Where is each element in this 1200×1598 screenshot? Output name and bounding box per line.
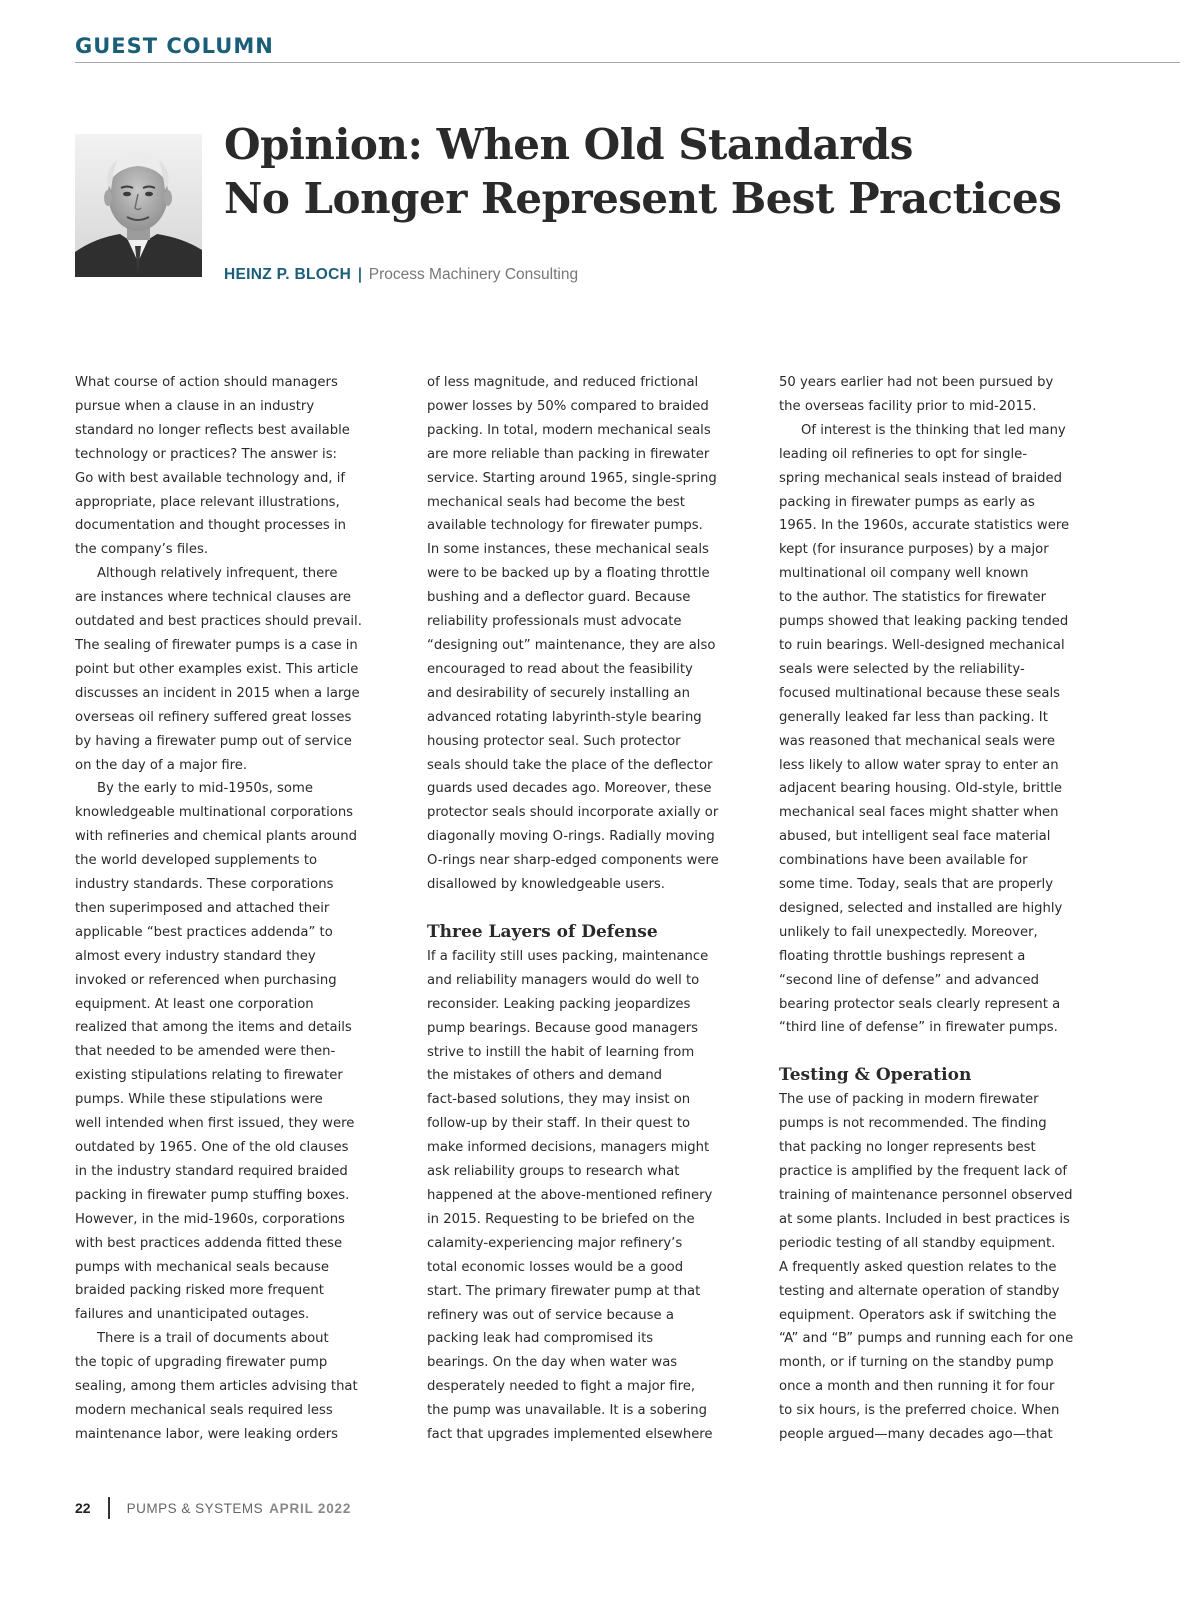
article-title-line-1: Opinion: When Old Standards	[224, 120, 913, 169]
publication-name: PUMPS & SYSTEMS	[126, 1500, 264, 1516]
section-label: GUEST COLUMN	[75, 34, 274, 58]
paragraph: The use of packing in modern firewater pumps is not recommended. The finding that packing no longer represents best practice is amplified by the frequent lack of training of maintenance personnel observed at some plants. Included in best practices is periodic testing of all standby equipment. A frequently asked question relates to the testing and alternate operation of standby equipment. Operators ask if switching the “A” and “B” pumps and running each for one month, or if turning on the standby pump once a month and then running it for four to six hours, is the preferred choice. When people argued—many decades ago—that	[779, 1092, 1074, 1443]
author-photo-graphic	[75, 134, 202, 277]
article-title	[224, 118, 1174, 226]
paragraph: 50 years earlier had not been pursued by the overseas facility prior to mid-2015.	[779, 375, 1054, 414]
byline	[224, 265, 578, 284]
paragraph: Of interest is the thinking that led many leading oil refineries to opt for single- spring mechanical seals instead of braided packing in firewater pumps as early as 1965. In the 1960s, accurate statistics were kept (for insurance purposes) by a major multinational oil company well known to the author. The statistics for firewater pumps showed that leaking packing tended to ruin bearings. Well-designed mechanical seals were selected by the reliability- focused multinational because these seals generally leaked far less than packing. It was reasoned that mechanical seals were less likely to allow water spray to enter an adjacent bearing housing. Old-style, brittle mechanical seal faces might shatter when abused, but intelligent seal face material combinations have been available for some time. Today, seals that are properly designed, selected and installed are highly unlikely to fail unexpectedly. Moreover, floating throttle bushings represent a “second line of defense” and advanced bearing protector seals clearly represent a “third line of defense” in firewater pumps.	[779, 422, 1070, 1036]
article-title-line-2: No Longer Represent Best Practices	[224, 174, 1062, 223]
paragraph: What course of action should managers pursue when a clause in an industry standard no longer reflects best available technology or practices? The answer is: Go with best available technology and, if appropriate, place relevant illustrations, documentation and thought processes in the company’s files.	[75, 375, 350, 558]
page-footer	[75, 1496, 351, 1520]
author-affiliation: Process Machinery Consulting	[368, 266, 579, 283]
issue-date: APRIL 2022	[269, 1500, 352, 1516]
paragraph: of less magnitude, and reduced frictional power losses by 50% compared to braided packing. In total, modern mechanical seals are more reliable than packing in firewater service. Starting around 1965, single-spring mechanical seals had become the best available technology for firewater pumps. In some instances, these mechanical seals were to be backed up by a floating throttle bushing and a deflector guard. Because reliability professionals must advocate “designing out” maintenance, they are also encouraged to read about the feasibility and desirability of securely installing an advanced rotating labyrinth-style bearing housing protector seal. Such protector seals should take the place of the deflector guards used decades ago. Moreover, these protector seals should incorporate axially or diagonally moving O-rings. Radially moving O-rings near sharp-edged components were disallowed by knowledgeable users.	[427, 375, 719, 893]
page-number: 22	[75, 1500, 91, 1516]
paragraph: Although relatively infrequent, there are instances where technical clauses are outdated and best practices should prevail. The sealing of firewater pumps is a case in point but other examples exist. This article discusses an incident in 2015 when a large overseas oil refinery suffered great losses by having a firewater pump out of service on the day of a major fire.	[75, 566, 362, 773]
paragraph: By the early to mid-1950s, some knowledgeable multinational corporations with refineries and chemical plants around the world developed supplements to industry standards. These corporations then superimposed and attached their applicable “best practices addenda” to almost every industry standard they invoked or referenced when purchasing equipment. At least one corporation realized that among the items and details that needed to be amended were then- existing stipulations relating to firewater pumps. While these stipulations were well intended when first issued, they were outdated by 1965. One of the old clauses in the industry standard required braided packing in firewater pump stuffing boxes. However, in the mid-1960s, corporations with best practices addenda fitted these pumps with mechanical seals because braided packing risked more frequent failures and unanticipated outages.	[75, 781, 357, 1323]
subheading-testing-and-operation: Testing & Operation	[779, 1065, 972, 1086]
header-divider	[75, 62, 1180, 63]
footer-divider	[108, 1497, 110, 1519]
author-name: HEINZ P. BLOCH	[224, 266, 352, 283]
author-portrait	[75, 134, 202, 277]
paragraph: If a facility still uses packing, maintenance and reliability managers would do well to reconsider. Leaking packing jeopardizes pump bearings. Because good managers strive to instill the habit of learning from the mistakes of others and demand fact-based solutions, they may insist on follow-up by their staff. In their quest to make informed decisions, managers might ask reliability groups to research what happened at the above-mentioned refinery in 2015. Requesting to be briefed on the calamity-experiencing major refinery’s total economic losses would be a good start. The primary firewater pump at that refinery was out of service because a packing leak had compromised its bearings. On the day when water was desperately needed to fight a major fire, the pump was unavailable. It is a sobering fact that upgrades implemented elsewhere	[427, 948, 713, 1443]
body-column-2	[427, 371, 772, 1447]
paragraph: There is a trail of documents about the topic of upgrading firewater pump sealing, among them articles advising that modern mechanical seals required less maintenance labor, were leaking orders	[75, 1331, 358, 1442]
body-column-1	[75, 371, 420, 1447]
byline-separator: |	[357, 265, 363, 283]
body-column-3	[779, 371, 1124, 1447]
subheading-three-layers-of-defense: Three Layers of Defense	[427, 921, 658, 942]
